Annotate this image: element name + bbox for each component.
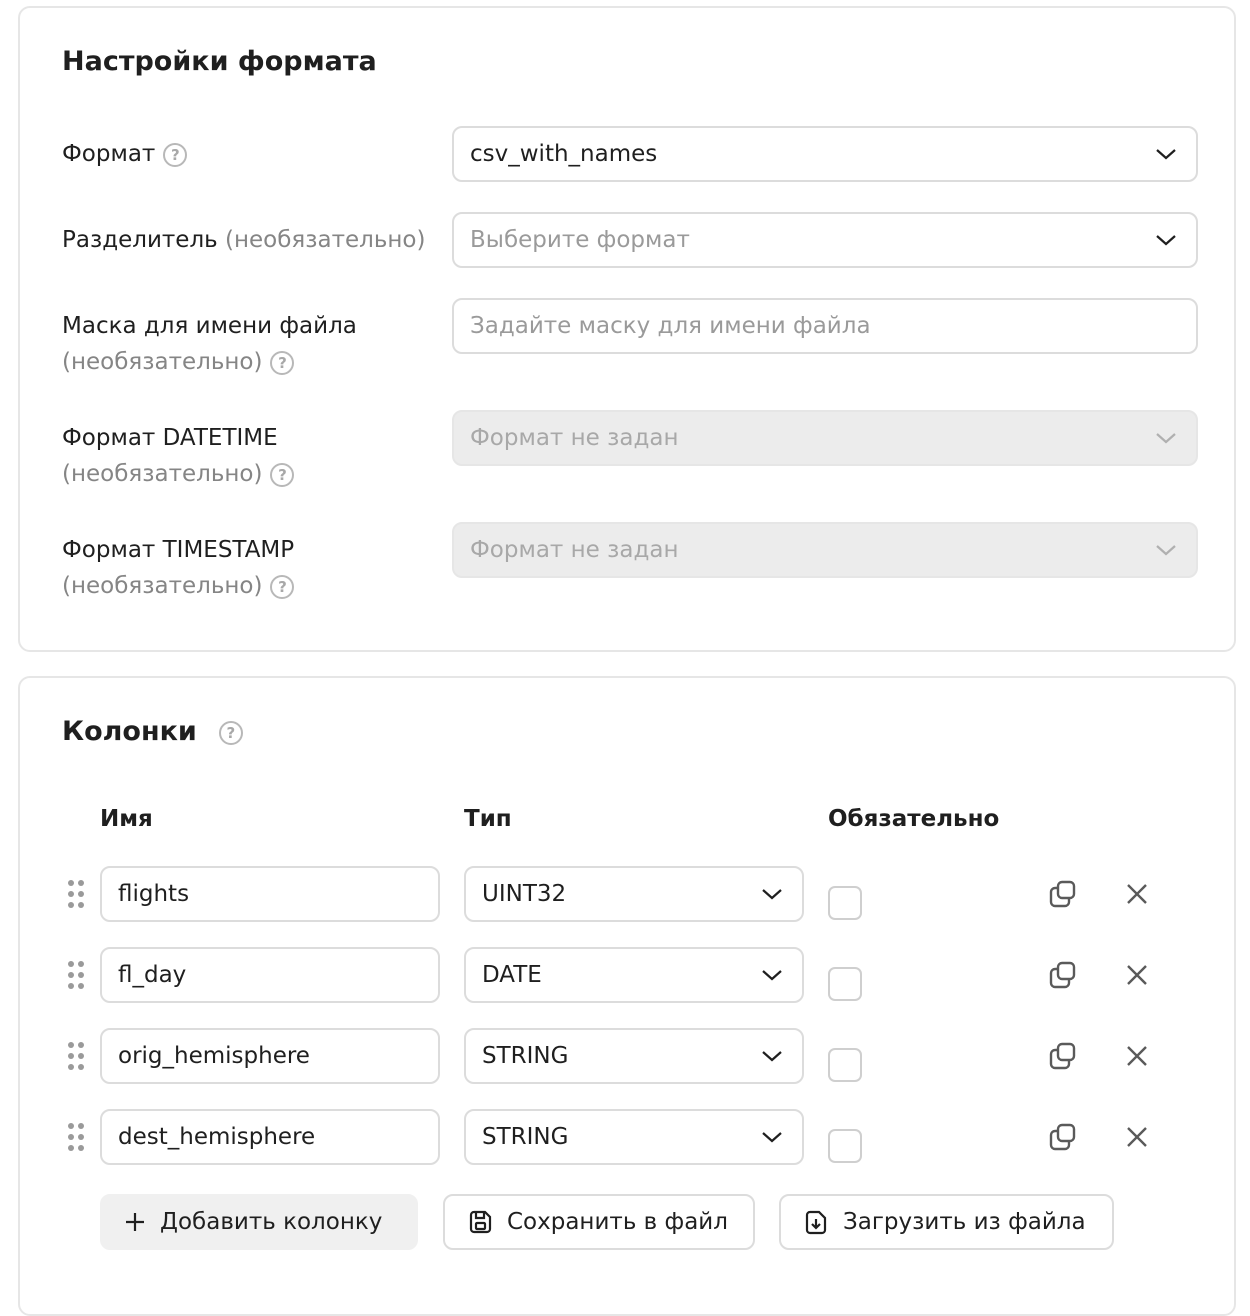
close-icon[interactable] [1124, 881, 1150, 907]
add-column-button[interactable]: Добавить колонку [100, 1194, 418, 1250]
column-name-input[interactable]: fl_day [100, 947, 440, 1003]
delimiter-select[interactable]: Выберите формат [452, 212, 1198, 268]
chevron-down-icon [760, 1128, 784, 1146]
copy-icon[interactable] [1048, 960, 1078, 990]
datetime-format-label: Формат DATETIME (необязательно) ? [62, 420, 294, 492]
column-name-input[interactable]: dest_hemisphere [100, 1109, 440, 1165]
column-header-type: Тип [464, 806, 512, 832]
column-name-input[interactable]: flights [100, 866, 440, 922]
plus-icon [124, 1211, 146, 1233]
column-type-select[interactable]: STRING [464, 1028, 804, 1084]
save-icon [467, 1209, 493, 1235]
chevron-down-icon [760, 885, 784, 903]
copy-icon[interactable] [1048, 1122, 1078, 1152]
file-mask-label: Маска для имени файла (необязательно) ? [62, 313, 357, 375]
help-icon[interactable]: ? [219, 721, 243, 745]
help-icon[interactable]: ? [163, 143, 187, 167]
help-icon[interactable]: ? [270, 463, 294, 487]
close-icon[interactable] [1124, 1124, 1150, 1150]
delimiter-label: Разделитель (необязательно) [62, 227, 426, 253]
column-row [20, 1028, 1238, 1086]
drag-handle-icon[interactable] [66, 1041, 86, 1071]
copy-icon[interactable] [1048, 1041, 1078, 1071]
help-icon[interactable]: ? [270, 351, 294, 375]
help-icon[interactable]: ? [270, 575, 294, 599]
datetime-format-select: Формат не задан [452, 410, 1198, 466]
load-from-file-button[interactable]: Загрузить из файла [779, 1194, 1114, 1250]
column-type-select[interactable]: DATE [464, 947, 804, 1003]
column-type-select[interactable]: UINT32 [464, 866, 804, 922]
close-icon[interactable] [1124, 1043, 1150, 1069]
chevron-down-icon [1154, 541, 1178, 559]
drag-handle-icon[interactable] [66, 879, 86, 909]
column-row [20, 1109, 1238, 1167]
column-header-required: Обязательно [828, 806, 1000, 832]
chevron-down-icon [1154, 231, 1178, 249]
timestamp-format-select: Формат не задан [452, 522, 1198, 578]
required-checkbox[interactable] [828, 1129, 862, 1163]
columns-card [18, 676, 1236, 1316]
format-select[interactable]: csv_with_names [452, 126, 1198, 182]
format-settings-title: Настройки формата [62, 46, 377, 77]
columns-title: Колонки ? [62, 716, 243, 747]
column-row [20, 866, 1238, 924]
required-checkbox[interactable] [828, 1048, 862, 1082]
close-icon[interactable] [1124, 962, 1150, 988]
column-header-name: Имя [100, 806, 153, 832]
chevron-down-icon [1154, 145, 1178, 163]
drag-handle-icon[interactable] [66, 1122, 86, 1152]
chevron-down-icon [760, 1047, 784, 1065]
timestamp-format-label: Формат TIMESTAMP (необязательно) ? [62, 537, 295, 599]
format-label: Формат ? [62, 136, 187, 172]
column-name-input[interactable]: orig_hemisphere [100, 1028, 440, 1084]
file-upload-icon [803, 1209, 829, 1235]
required-checkbox[interactable] [828, 967, 862, 1001]
drag-handle-icon[interactable] [66, 960, 86, 990]
chevron-down-icon [760, 966, 784, 984]
column-type-select[interactable]: STRING [464, 1109, 804, 1165]
chevron-down-icon [1154, 429, 1178, 447]
required-checkbox[interactable] [828, 886, 862, 920]
format-settings-card [18, 6, 1236, 652]
copy-icon[interactable] [1048, 879, 1078, 909]
file-mask-input[interactable]: Задайте маску для имени файла [452, 298, 1198, 354]
save-to-file-button[interactable]: Сохранить в файл [443, 1194, 755, 1250]
column-row [20, 947, 1238, 1005]
